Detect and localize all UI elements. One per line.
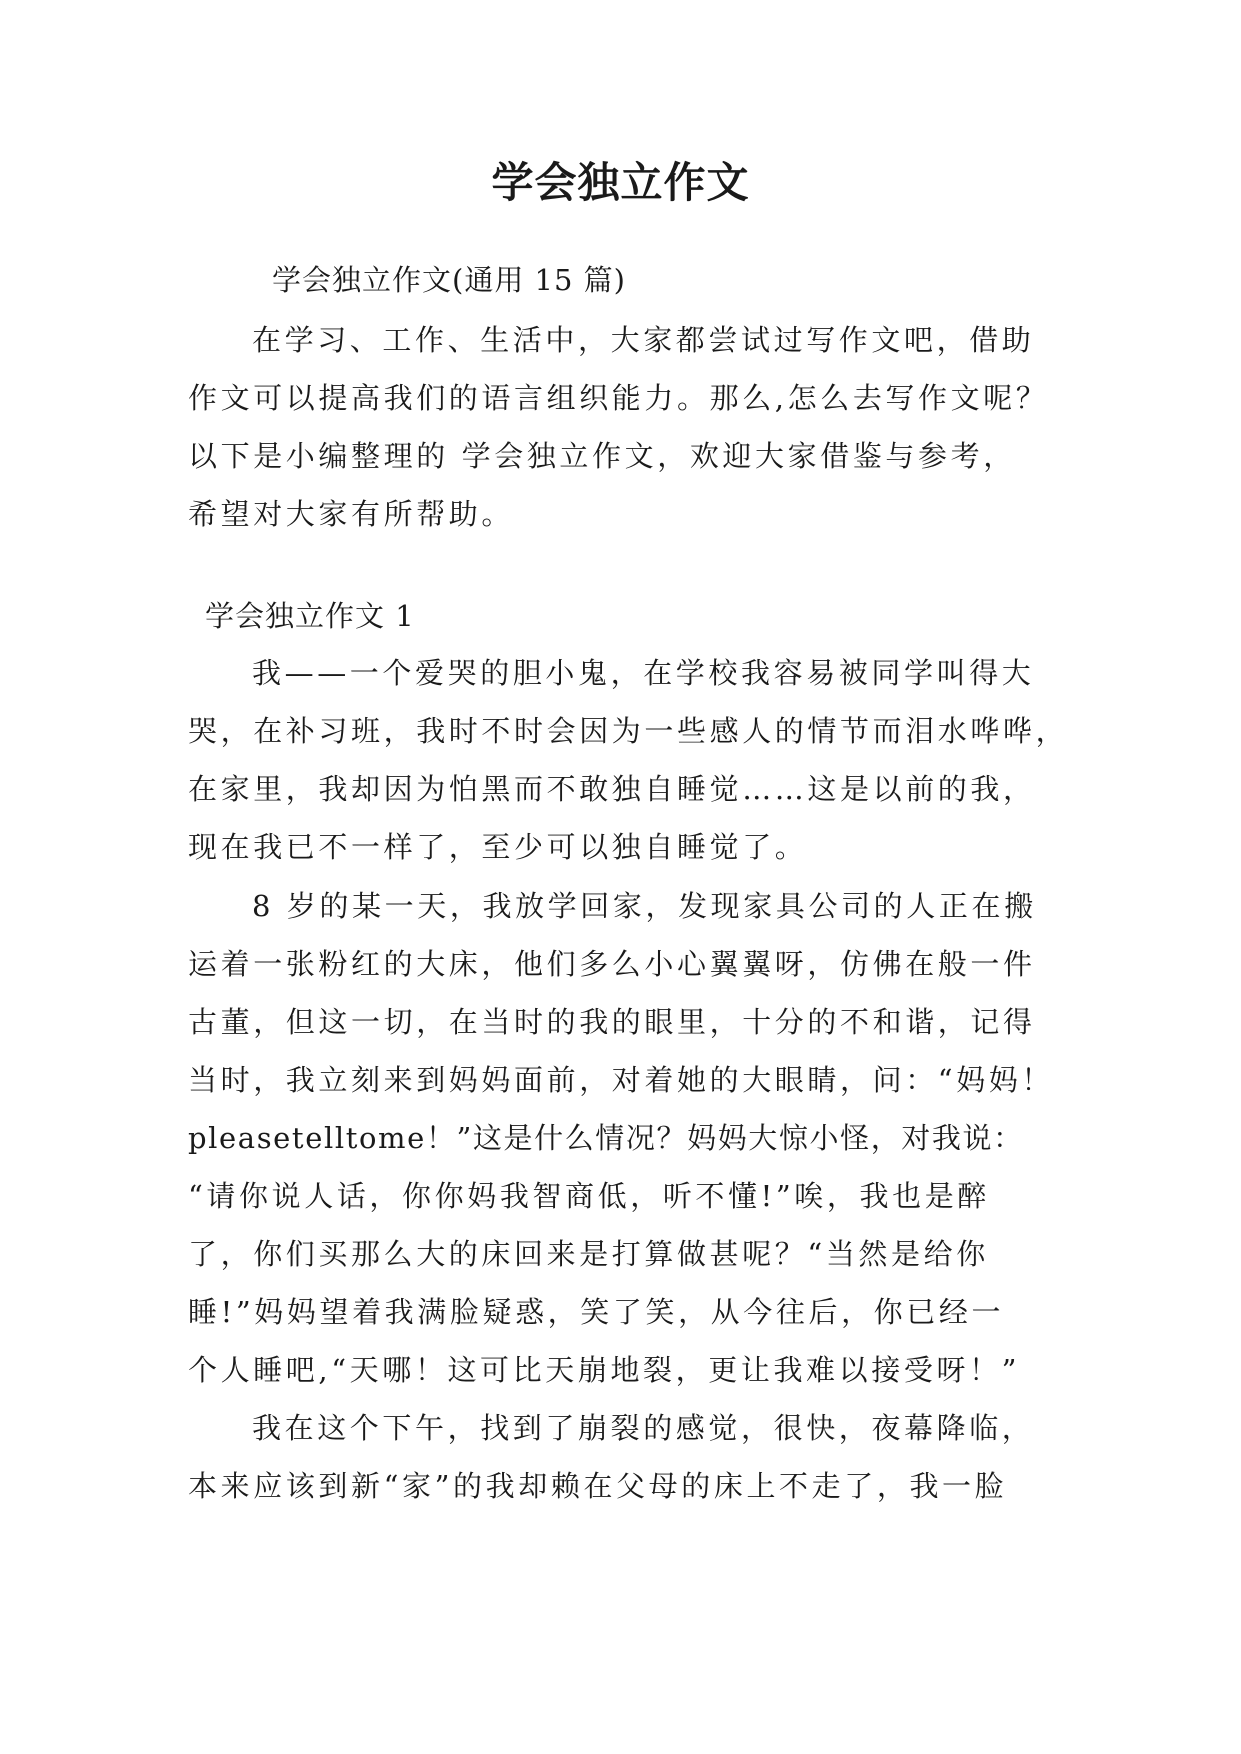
paragraph-line: 8 岁的某一天，我放学回家，发现家具公司的人正在搬 xyxy=(252,889,1037,923)
paragraph-line: pleasetelltome！”这是什么情况？妈妈大惊小怪，对我说： xyxy=(188,1121,1024,1155)
paragraph-line: 我——一个爱哭的胆小鬼，在学校我容易被同学叫得大 xyxy=(252,656,1035,690)
paragraph-line: 当时，我立刻来到妈妈面前，对着她的大眼睛，问：“妈妈！ xyxy=(188,1063,1055,1097)
paragraph-line: 本来应该到新“家”的我却赖在父母的床上不走了，我一脸 xyxy=(188,1469,1008,1503)
intro-line: 希望对大家有所帮助。 xyxy=(188,497,515,531)
document-title: 学会独立作文 xyxy=(491,158,750,207)
paragraph-line: 哭，在补习班，我时不时会因为一些感人的情节而泪水哗哗， xyxy=(188,714,1069,748)
paragraph-line: “请你说人话，你你妈我智商低，听不懂!”唉，我也是醉 xyxy=(188,1179,990,1213)
paragraph-line: 古董，但这一切，在当时的我的眼里，十分的不和谐，记得 xyxy=(188,1005,1036,1039)
intro-line: 作文可以提高我们的语言组织能力。那么,怎么去写作文呢？ xyxy=(188,381,1049,415)
paragraph-line: 睡!”妈妈望着我满脸疑惑，笑了笑，从今往后，你已经一 xyxy=(188,1295,1005,1329)
section-heading: 学会独立作文 1 xyxy=(205,599,415,633)
paragraph-line: 我在这个下午，找到了崩裂的感觉，很快，夜幕降临， xyxy=(252,1411,1035,1445)
intro-line: 以下是小编整理的 学会独立作文，欢迎大家借鉴与参考， xyxy=(188,439,1016,473)
paragraph-line: 个人睡吧,“天哪！这可比天崩地裂，更让我难以接受呀！” xyxy=(188,1353,1021,1387)
paragraph-line: 了，你们买那么大的床回来是打算做甚呢？“当然是给你 xyxy=(188,1237,989,1271)
paragraph-line: 在家里，我却因为怕黑而不敢独自睡觉……这是以前的我， xyxy=(188,772,1036,806)
document-subtitle: 学会独立作文(通用 15 篇) xyxy=(272,263,626,297)
paragraph-line: 现在我已不一样了，至少可以独自睡觉了。 xyxy=(188,830,808,864)
intro-line: 在学习、工作、生活中，大家都尝试过写作文吧，借助 xyxy=(252,323,1035,357)
paragraph-line: 运着一张粉红的大床，他们多么小心翼翼呀，仿佛在般一件 xyxy=(188,947,1036,981)
